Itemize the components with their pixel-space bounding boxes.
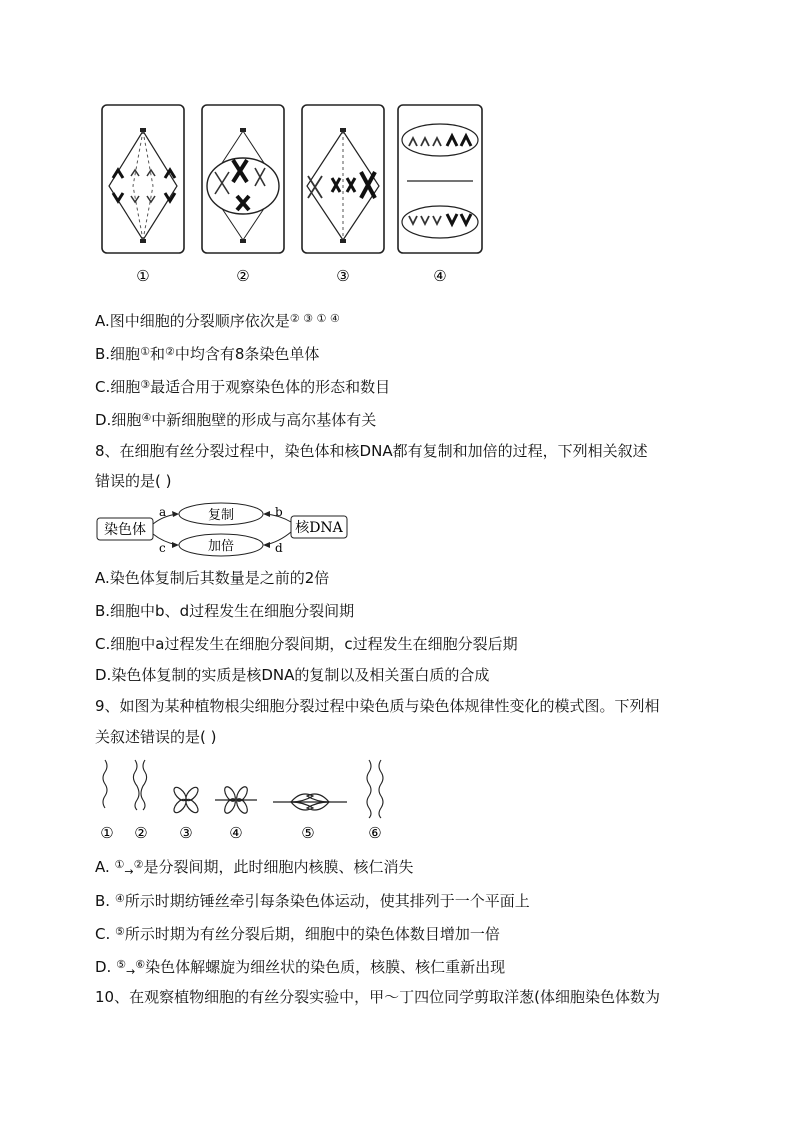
q7-option-d: D.细胞④中新细胞壁的形成与高尔基体有关 — [95, 411, 377, 429]
replication-diagram — [95, 500, 355, 558]
q8-option-a: A.染色体复制后其数量是之前的2倍 — [95, 569, 330, 587]
q10-stem-line1: 10、在观察植物细胞的有丝分裂实验中，甲～丁四位同学剪取洋葱(体细胞染色体数为 — [95, 988, 660, 1006]
label-c: c — [159, 541, 166, 555]
q9-option-a: A. ①$_\to$②是分裂间期，此时细胞内核膜、核仁消失 — [95, 858, 414, 878]
stage-6 — [367, 760, 383, 818]
q7-option-c: C.细胞③最适合用于观察染色体的形态和数目 — [95, 378, 391, 396]
stage-label-5: ⑤ — [301, 824, 315, 842]
q8-option-d: D.染色体复制的实质是核DNA的复制以及相关蛋白质的合成 — [95, 666, 490, 684]
chromosome-box-label: 染色体 — [104, 522, 146, 538]
panel-label-3: ③ — [336, 267, 350, 285]
double-oval-label: 加倍 — [207, 539, 235, 554]
stage-label-6: ⑥ — [368, 824, 382, 842]
cell-division-figure — [95, 98, 495, 288]
q7-option-b: B.细胞①和②中均含有8条染色单体 — [95, 345, 320, 363]
cell-panel-4 — [398, 105, 482, 253]
q9-stem-line1: 9、如图为某种植物根尖细胞分裂过程中染色质与染色体规律性变化的模式图。下列相 — [95, 697, 660, 715]
label-d: d — [275, 541, 283, 555]
stage-1 — [103, 760, 107, 808]
stage-label-3: ③ — [179, 824, 193, 842]
stage-label-4: ④ — [229, 824, 243, 842]
cell-panel-1 — [102, 105, 184, 253]
stage-2 — [133, 760, 146, 810]
label-a: a — [159, 505, 167, 519]
stage-label-2: ② — [134, 824, 148, 842]
q7-option-a: A.图中细胞的分裂顺序依次是② ③ ① ④ — [95, 312, 340, 330]
stage-3 — [172, 785, 200, 814]
q8-stem-line1: 8、在细胞有丝分裂过程中，染色体和核DNA都有复制和加倍的过程，下列相关叙述 — [95, 442, 648, 460]
label-b: b — [275, 505, 283, 519]
stage-label-1: ① — [100, 824, 114, 842]
q9-stem-line2: 关叙述错误的是( ) — [95, 728, 217, 746]
q8-stem-line2: 错误的是( ) — [95, 472, 172, 490]
replicate-oval-label: 复制 — [207, 508, 235, 523]
q8-option-b: B.细胞中b、d过程发生在细胞分裂间期 — [95, 602, 355, 620]
nuclear-dna-box-label: 核DNA — [295, 520, 343, 536]
panel-label-4: ④ — [433, 267, 447, 285]
panel-label-2: ② — [236, 267, 250, 285]
panel-label-1: ① — [136, 267, 150, 285]
q8-option-c: C.细胞中a过程发生在细胞分裂间期，c过程发生在细胞分裂后期 — [95, 635, 518, 653]
stage-5 — [273, 794, 347, 810]
stage-4 — [215, 785, 257, 815]
cell-panel-3 — [302, 105, 384, 253]
cell-panel-2 — [202, 105, 284, 253]
q9-option-b: B. ④所示时期纺锤丝牵引每条染色体运动，使其排列于一个平面上 — [95, 892, 530, 910]
q9-option-d: D. ⑤$_\to$⑥染色体解螺旋为细丝状的染色质，核膜、核仁重新出现 — [95, 958, 506, 978]
q9-option-c: C. ⑤所示时期为有丝分裂后期，细胞中的染色体数目增加一倍 — [95, 925, 500, 943]
chromatin-figure — [95, 756, 395, 846]
